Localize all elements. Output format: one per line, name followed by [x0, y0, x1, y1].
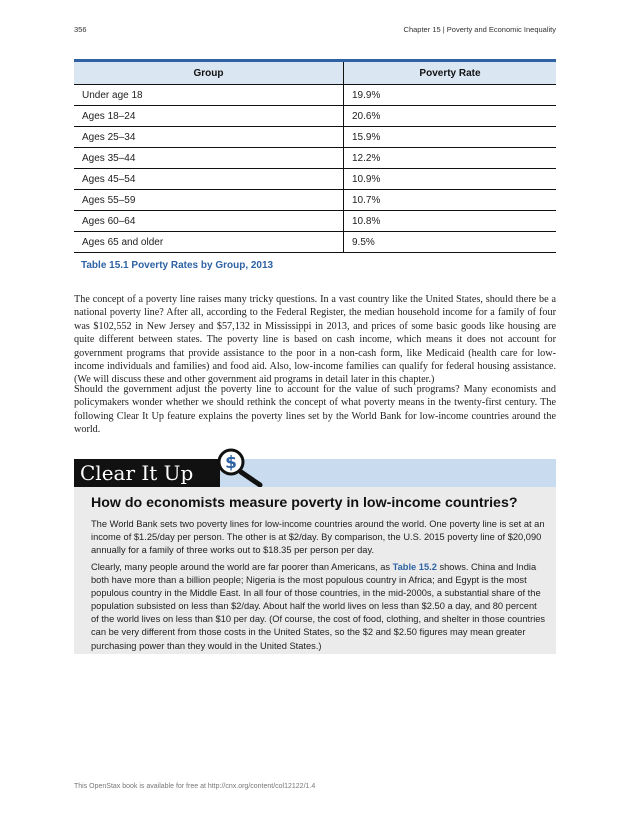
poverty-rate-table [74, 59, 556, 253]
table-row [74, 148, 556, 169]
rate-cell: 12.2% [344, 148, 557, 169]
group-cell: Ages 45–54 [74, 169, 344, 190]
rate-cell: 9.5% [344, 232, 557, 253]
group-cell: Ages 35–44 [74, 148, 344, 169]
column-header-group: Group [74, 61, 344, 85]
column-header-poverty-rate: Poverty Rate [344, 61, 557, 85]
table-row [74, 85, 556, 106]
group-cell: Ages 60–64 [74, 211, 344, 232]
table-header-row [74, 61, 556, 85]
clear-it-up-badge: Clear It Up [74, 459, 220, 487]
table-row [74, 127, 556, 148]
table-row [74, 169, 556, 190]
feature-paragraph-2 [91, 561, 546, 653]
page-number: 356 [74, 25, 87, 34]
feature-paragraph-2-start: Clearly, many people around the world are far poorer than Americans, as [91, 562, 393, 572]
table-row [74, 211, 556, 232]
feature-title: How do economists measure poverty in low-income countries? [91, 495, 518, 511]
table-row [74, 106, 556, 127]
feature-paragraph-1: The World Bank sets two poverty lines for low-income countries around the world. One poverty line is set at an income of $1.25/day per person. The other is at $2/day. By comparison, the U.S. 2015 poverty line of $20,090 annually for a family of three works out to $18.35 per person per day. [91, 519, 545, 556]
chapter-title: Chapter 15 | Poverty and Economic Inequality [403, 25, 556, 34]
page-header [74, 25, 556, 37]
group-cell: Ages 25–34 [74, 127, 344, 148]
table-row [74, 190, 556, 211]
rate-cell: 10.8% [344, 211, 557, 232]
table-15-2-link[interactable]: Table 15.2 [392, 562, 437, 572]
group-cell: Ages 65 and older [74, 232, 344, 253]
rate-cell: 19.9% [344, 85, 557, 106]
magnifier-dollar-icon [214, 447, 264, 487]
table-row [74, 232, 556, 253]
feature-paragraph-2-end: shows. China and India both have more than a billion people; Nigeria is the most populous country in Africa; and Egypt is the most populous country in the Middle East. In all four of those countries, in the mid-2000s, a substantial share of the population subsisted on less than $2/day. About half the world lives on less than $2.50 a day, and 80 percent of the world lives on less than $10 per day. (Of course, the cost of food, clothing, and shelter in those countries can be very different from those costs in the United States, so the $2 and $2.50 figures may mean greater purchasing power than they would in the United States.) [91, 562, 546, 651]
body-paragraph-1: The concept of a poverty line raises many tricky questions. In a vast country like the United States, should there be a national poverty line? After all, according to the Federal Register, the median household income for a family of four was $102,552 in New Jersey and $57,132 in Mississippi in 2013, and prices of some basic goods like housing are quite different between states. The poverty line is based on cash income, which means it does not account for government programs that provide assistance to the poor in a non-cash form, like Medicaid (health care for low-income individuals and families) and food aid. Also, low-income families can qualify for federal housing assistance. (We will discuss these and other government aid programs in detail later in this chapter.) [74, 294, 556, 386]
rate-cell: 10.7% [344, 190, 557, 211]
rate-cell: 20.6% [344, 106, 557, 127]
body-paragraph-2: Should the government adjust the poverty line to account for the value of such programs? Many economists and policymakers wonder whether we should rethink the concept of what poverty means in the twenty-first century. The following Clear It Up feature explains the poverty lines set by the World Bank for low-income countries around the world. [74, 384, 556, 436]
group-cell: Ages 18–24 [74, 106, 344, 127]
rate-cell: 15.9% [344, 127, 557, 148]
table-caption: Table 15.1 Poverty Rates by Group, 2013 [81, 260, 274, 271]
rate-cell: 10.9% [344, 169, 557, 190]
group-cell: Ages 55–59 [74, 190, 344, 211]
group-cell: Under age 18 [74, 85, 344, 106]
page-footer: This OpenStax book is available for free at http://cnx.org/content/col12122/1.4 [74, 783, 316, 790]
dollar-symbol: $ [225, 453, 237, 473]
